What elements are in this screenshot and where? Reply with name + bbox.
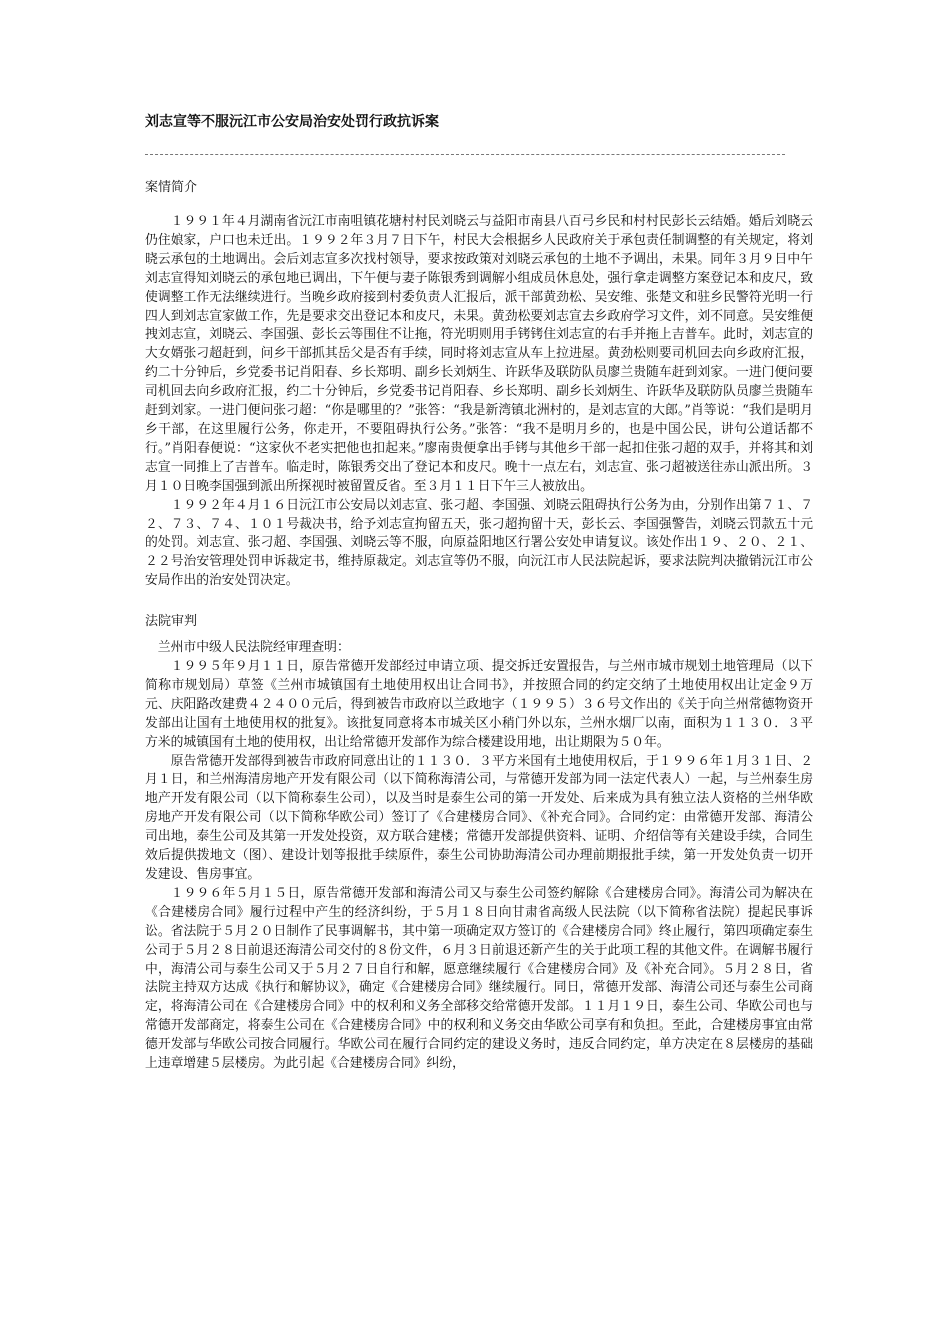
dashed-separator (145, 154, 785, 155)
case-summary-paragraph-1: １９９１年４月湖南省沅江市南咀镇花塘村村民刘晓云与益阳市南县八百弓乡民和村村民彭长云结婚。婚后刘晓云仍住娘家，户口也未迁出。１９９２年３月７日下午，村民大会根据乡人民政府关于承包责任制调整的有关规定，将刘晓云承包的土地调出。会后刘志宣多次找村领导，要求按政策对刘晓云承包的土地不予调出，未果。同年３月９日中午刘志宣得知刘晓云的承包地已调出，下午便与妻子陈银秀到调解小组成员休息处，强行拿走调整方案登记本和皮尺，致使调整工作无法继续进行。当晚乡政府接到村委负责人汇报后，派干部黄劲松、吴安维、张楚文和驻乡民警符光明一行四人到刘志宣家做工作，先是要求交出登记本和皮尺，未果。黄劲松要刘志宣去乡政府学习文件，刘不同意。吴安维便拽刘志宣，刘晓云、李国强、彭长云等围住不让拖，符光明则用手铐铐住刘志宣的右手并拖上吉普车。此时，刘志宣的大女婿张刁超赶到，问乡干部抓其岳父是否有手续，同时将刘志宣从车上拉进屋。黄劲松则要司机回去向乡政府汇报，约二十分钟后，乡党委书记肖阳春、乡长郑明、副乡长刘炳生、许跃华及联防队员廖兰贵随车赶到刘家。一进门便问要司机回去向乡政府汇报，约二十分钟后，乡党委书记肖阳春、乡长郑明、副乡长刘炳生、许跃华及联防队员廖兰贵随车赶到刘家。一进门便问张刁超：“你是哪里的？”张答：“我是新湾镇北洲村的，是刘志宣的大郎。”肖等说：“我们是明月乡干部，在这里履行公务，你走开，不要阻碍执行公务。”张答：“我不是明月乡的，也是中国公民，讲句公道话都不行。”肖阳春便说：“这家伙不老实把他也扣起来。”廖南贵便拿出手铐与其他乡干部一起扣住张刁超的双手，并将其和刘志宣一同推上了吉普车。临走时，陈银秀交出了登记本和皮尺。晚十一点左右，刘志宣、张刁超被送往赤山派出所。３月１０日晚李国强到派出所探视时被留置反省。至３月１１日下午三人被放出。 (145, 214, 813, 494)
case-summary-paragraph-2: １９９２年４月１６日沅江市公安局以刘志宣、张刁超、李国强、刘晓云阻碍执行公务为由，分别作出第７１、７２、７３、７４、１０１号裁决书，给予刘志宣拘留五天，张刁超拘留十天，彭长云、李国强警告，刘晓云罚款五十元的处罚。刘志宣、张刁超、李国强、刘晓云等不服，向原益阳地区行署公安处申请复议。该处作出１９、２０、２１、２２号治安管理处罚申诉裁定书，维持原裁定。刘志宣等仍不服，向沅江市人民法院起诉，要求法院判决撤销沅江市公安局作出的治安处罚决定。 (145, 497, 813, 589)
court-trial-paragraph-2: 原告常德开发部得到被告市政府同意出让的１１３０．３平方米国有土地使用权后，于１９９６年１月３１日、２月１日，和兰州海清房地产开发有限公司（以下简称海清公司，与常德开发部为同一法定代表人）一起，与兰州泰生房地产开发有限公司（以下简称泰生公司），以及当时是泰生公司的第一开发处、后来成为具有独立法人资格的兰州华欧房地产开发有限公司（以下简称华欧公司）签订了《合建楼房合同》、《补充合同》。合同约定：由常德开发部、海清公司出地，泰生公司及其第一开发处投资，双方联合建楼；常德开发部提供资料、证明、介绍信等有关建设手续，合同生效后提供拨地文（图）、建设计划等报批手续原件，泰生公司协助海清公司办理前期报批手续，第一开发处负责一切开发建设、售房事宜。 (145, 753, 813, 882)
court-trial-paragraph-3: １９９６年５月１５日，原告常德开发部和海清公司又与泰生公司签约解除《合建楼房合同》。海清公司为解决在《合建楼房合同》履行过程中产生的经济纠纷，于５月１８日向甘肃省高级人民法院（以下简称省法院）提起民事诉讼。省法院于５月２０日制作了民事调解书，其中第一项确定双方签订的《合建楼房合同》终止履行，第四项确定泰生公司于５月２８日前退还海清公司交付的８份文件，６月３日前退还新产生的关于此项工程的其他文件。在调解书履行中，海清公司与泰生公司又于５月２７日自行和解，愿意继续履行《合建楼房合同》及《补充合同》。５月２８日，省法院主持双方达成《执行和解协议》，确定《合建楼房合同》继续履行。同日，常德开发部、海清公司还与泰生公司商定，将海清公司在《合建楼房合同》中的权利和义务全部移交给常德开发部。１１月１９日，泰生公司、华欧公司也与常德开发部商定，将泰生公司在《合建楼房合同》中的权利和义务交由华欧公司享有和负担。至此，合建楼房事宜由常德开发部与华欧公司按合同履行。华欧公司在履行合同约定的建设义务时，违反合同约定，单方决定在８层楼房的基础上违章增建５层楼房。为此引起《合建楼房合同》纠纷， (145, 885, 813, 1072)
document-page (145, 112, 813, 1074)
court-trial-lead: 兰州市中级人民法院经审理查明： (157, 640, 350, 656)
document-title: 刘志宣等不服沅江市公安局治安处罚行政抗诉案 (145, 114, 439, 130)
section-heading-case-summary: 案情简介 (145, 180, 198, 195)
court-trial-paragraph-1: １９９５年９月１１日，原告常德开发部经过申请立项、提交拆迁安置报告，与兰州市城市规划土地管理局（以下简称市规划局）草签《兰州市城镇国有土地使用权出让合同书》，并按照合同的约定交纳了土地使用权出让定金９万元、庆阳路改建费４２４００元后，得到被告市政府以兰政地字（１９９５）３６号文作出的《关于向兰州常德物资开发部出让国有土地使用权的批复》。该批复同意将本市城关区小稍门外以东，兰州水烟厂以南，面积为１１３０．３平方米的城镇国有土地的使用权，出让给常德开发部作为综合楼建设用地，出让期限为５０年。 (145, 659, 813, 750)
section-heading-court-trial: 法院审判 (145, 614, 198, 630)
